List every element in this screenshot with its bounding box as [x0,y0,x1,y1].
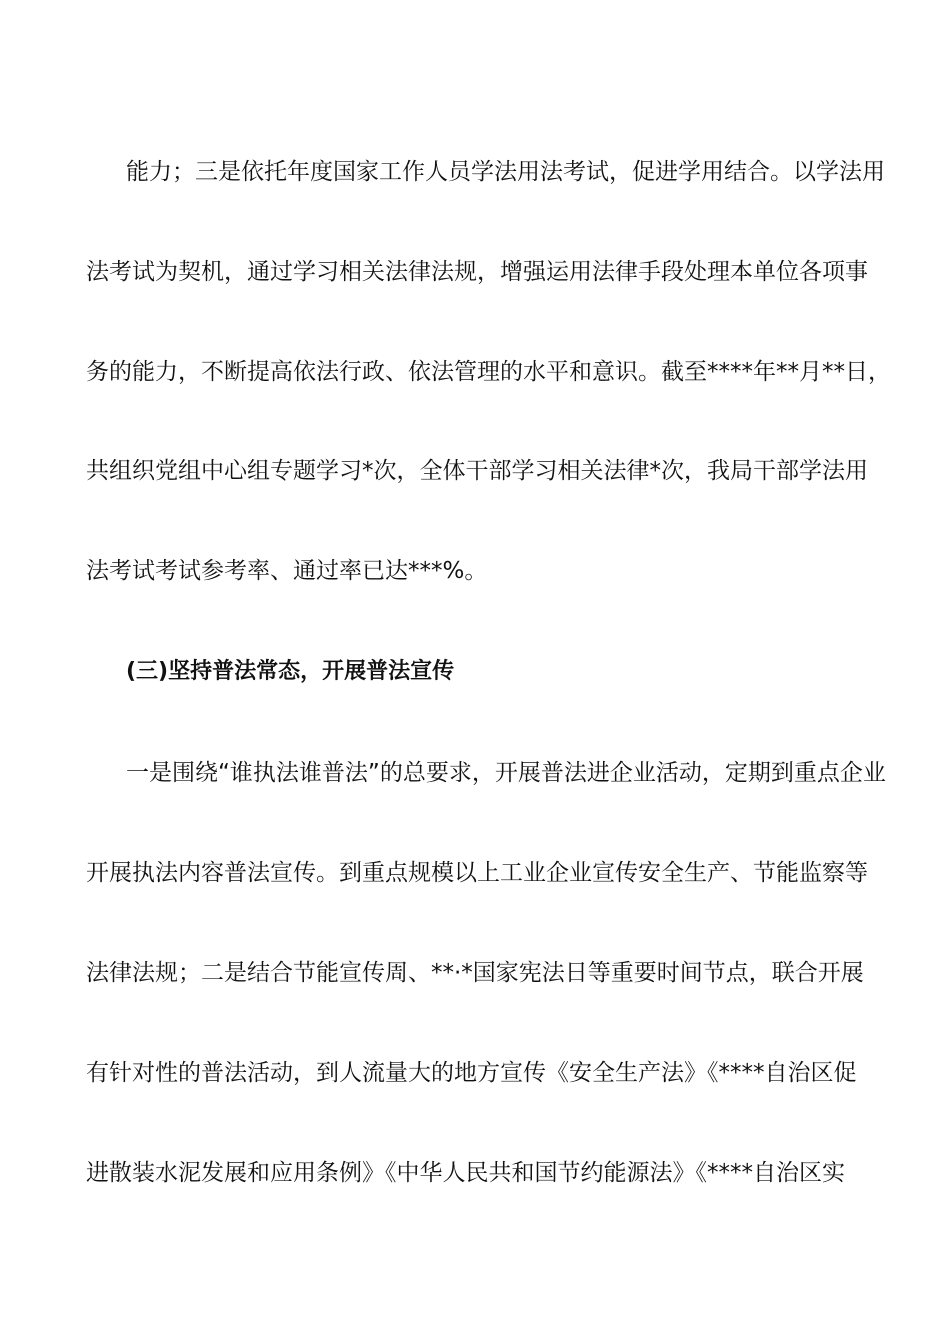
paragraph-line: 进散装水泥发展和应用条例》《中华人民共和国节约能源法》《****自治区实 [86,1160,845,1186]
paragraph-line: 务的能力，不断提高依法行政、依法管理的水平和意识。截至****年**月**日， [86,359,891,385]
paragraph-line: 有针对性的普法活动，到人流量大的地方宣传《安全生产法》《****自治区促 [86,1060,857,1086]
paragraph-line: 共组织党组中心组专题学习*次，全体干部学习相关法律*次，我局干部学法用 [86,458,868,484]
paragraph-line: 能力；三是依托年度国家工作人员学法用法考试，促进学用结合。以学法用 [126,159,885,185]
paragraph-line: 法律法规；二是结合节能宣传周、**·*国家宪法日等重要时间节点，联合开展 [86,960,864,986]
section-heading: (三)坚持普法常态，开展普法宣传 [126,659,455,684]
paragraph-line: 一是围绕“谁执法谁普法”的总要求，开展普法进企业活动，定期到重点企业 [126,760,886,786]
paragraph-line: 法考试为契机，通过学习相关法律法规，增强运用法律手段处理本单位各项事 [86,259,868,285]
paragraph-line: 法考试考试参考率、通过率已达***%。 [86,558,488,584]
paragraph-line: 开展执法内容普法宣传。到重点规模以上工业企业宣传安全生产、节能监察等 [86,860,868,886]
